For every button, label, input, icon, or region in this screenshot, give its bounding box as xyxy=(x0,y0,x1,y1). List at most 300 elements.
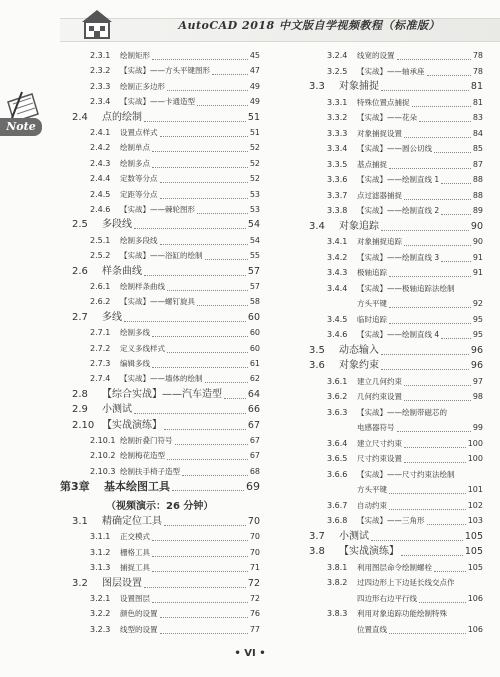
toc-leader-dots xyxy=(404,244,471,246)
toc-leader-dots xyxy=(152,570,248,572)
toc-entry xyxy=(60,371,260,387)
toc-page-number: 62 xyxy=(249,374,260,384)
toc-entry-number: 3.2.1 xyxy=(90,594,111,603)
toc-leader-dots xyxy=(167,289,248,291)
toc-entry-title: 栅格工具 xyxy=(120,547,150,557)
toc-entry xyxy=(297,467,483,483)
toc-leader-dots xyxy=(152,601,248,603)
toc-page-number: 102 xyxy=(467,500,483,510)
toc-entry xyxy=(60,606,260,622)
toc-entry-number: 2.7.1 xyxy=(90,328,111,338)
toc-entry-number: 2.10.3 xyxy=(90,466,116,476)
toc-entry-title: 对象追踪 xyxy=(339,220,379,232)
toc-entry xyxy=(60,171,260,187)
toc-entry-number: 2.8 xyxy=(72,388,88,400)
toc-entry-title: 特殊位置点捕捉 xyxy=(357,97,410,107)
toc-entry-title: 【实战】——绘制直线 2 xyxy=(357,206,440,215)
toc-page-number: 68 xyxy=(249,466,260,476)
toc-entry xyxy=(297,482,483,498)
toc-entry xyxy=(297,64,483,80)
toc-page-number: 60 xyxy=(249,343,260,353)
toc-entry-title: 【实战】——棘轮图形 xyxy=(120,205,195,214)
toc-leader-dots xyxy=(167,458,248,460)
toc-entry xyxy=(297,451,483,467)
toc-entry xyxy=(297,172,483,188)
toc-entry-number: 3.3.7 xyxy=(327,190,348,200)
toc-entry-title: 【实战演练】 xyxy=(102,419,162,431)
toc-entry-title: 【实战】——螺钉旋具 xyxy=(120,297,195,307)
toc-entry xyxy=(297,358,483,374)
toc-entry-title: 【实战】——极轴追踪法绘制 xyxy=(357,283,455,293)
toc-page-number: 52 xyxy=(249,143,260,153)
toc-entry xyxy=(297,296,483,312)
toc-leader-dots xyxy=(160,243,248,245)
toc-leader-dots xyxy=(144,586,246,588)
toc-entry xyxy=(60,325,260,341)
toc-leader-dots xyxy=(419,601,466,603)
toc-leader-dots xyxy=(397,430,471,432)
toc-page-number: 96 xyxy=(470,344,483,356)
toc-page-number: 105 xyxy=(467,562,483,572)
toc-entry xyxy=(60,140,260,156)
toc-entry xyxy=(60,622,260,638)
toc-entry-title: 【实战】——三角形 xyxy=(357,516,425,525)
toc-page-number: 85 xyxy=(472,144,483,153)
toc-entry-title: 位置直线 xyxy=(357,624,387,634)
toc-entry xyxy=(60,448,260,464)
toc-entry-title: 方头平键 xyxy=(357,299,387,308)
toc-entry-number: 2.4.5 xyxy=(90,189,111,199)
toc-entry xyxy=(297,219,483,235)
toc-page-number: 78 xyxy=(472,66,483,76)
toc-page-number: 67 xyxy=(249,436,260,445)
toc-entry-number: 3.1.3 xyxy=(90,563,111,573)
toc-entry-number: 3.8.3 xyxy=(327,609,348,618)
toc-page-number: 100 xyxy=(467,454,483,463)
toc-page-number: 88 xyxy=(472,190,483,200)
toc-leader-dots xyxy=(404,446,466,448)
toc-page-number: 67 xyxy=(249,451,260,461)
toc-entry-number: 3.6.3 xyxy=(327,407,348,417)
toc-entry-title: 利用图层命令绘制螺栓 xyxy=(357,562,432,572)
toc-entry-number: 2.9 xyxy=(72,404,88,416)
toc-chapter-entry xyxy=(60,479,260,495)
toc-page-number: 96 xyxy=(470,360,483,371)
toc-entry-number: 3.3.8 xyxy=(327,206,348,215)
toc-page-number: 105 xyxy=(464,530,483,542)
toc-page-number: 77 xyxy=(249,624,260,634)
toc-entry-title: 利用对象追踪功能绘制特殊 xyxy=(357,609,447,618)
toc-entry-number: 2.5 xyxy=(72,219,88,231)
toc-page-number: 71 xyxy=(249,563,260,573)
toc-entry-number: 2.7.2 xyxy=(90,343,111,353)
toc-page-number: 78 xyxy=(472,51,483,60)
toc-entry xyxy=(297,622,483,638)
toc-page-number: 76 xyxy=(249,609,260,619)
toc-entry-number: 3.4 xyxy=(309,220,325,232)
toc-entry xyxy=(297,157,483,173)
toc-page-number: 57 xyxy=(247,265,260,277)
toc-entry xyxy=(297,405,483,421)
toc-entry-number: 3.4.1 xyxy=(327,237,348,246)
toc-entry-number: 3.2.3 xyxy=(90,624,111,634)
toc-entry xyxy=(60,591,260,607)
toc-entry-number: 2.4 xyxy=(72,111,88,123)
toc-entry xyxy=(60,464,260,480)
toc-page-number: 49 xyxy=(249,97,260,107)
toc-entry-title: 几何约束设置 xyxy=(357,392,402,401)
toc-entry-number: 3.6.6 xyxy=(327,469,348,479)
toc-entry-title: 绘制多线 xyxy=(120,328,150,338)
toc-entry-number: 2.10.2 xyxy=(90,451,116,461)
toc-entry-title: 小测试 xyxy=(102,404,132,416)
toc-entry xyxy=(60,576,260,592)
toc-entry-title: 设置点样式 xyxy=(120,128,158,137)
toc-entry-title: 电感器符号 xyxy=(357,423,395,432)
toc-leader-dots xyxy=(134,412,246,414)
toc-entry xyxy=(297,544,483,560)
toc-leader-dots xyxy=(401,554,463,556)
toc-entry-number: 3.3.3 xyxy=(327,128,348,138)
toc-entry xyxy=(60,248,260,264)
toc-entry-title: 绘制多点 xyxy=(120,158,150,168)
toc-entry-title: 自动约束 xyxy=(357,500,387,510)
toc-leader-dots xyxy=(381,229,469,231)
toc-entry-title: 临时追踪 xyxy=(357,314,387,324)
toc-page-number: 97 xyxy=(472,376,483,386)
toc-page-number: 87 xyxy=(472,159,483,169)
toc-leader-dots xyxy=(160,181,248,183)
toc-entry-title: 对象捕捉追踪 xyxy=(357,237,402,246)
toc-leader-dots xyxy=(371,539,463,541)
toc-entry-title: 点的绘制 xyxy=(102,111,142,123)
toc-entry xyxy=(60,387,260,403)
toc-entry xyxy=(297,265,483,281)
toc-page-number: 66 xyxy=(247,404,260,416)
toc-entry xyxy=(60,63,260,79)
toc-entry xyxy=(297,327,483,343)
toc-entry-title: 绘制正多边形 xyxy=(120,81,165,91)
toc-entry xyxy=(297,188,483,204)
toc-entry xyxy=(60,341,260,357)
toc-entry-title: 多段线 xyxy=(102,219,132,231)
toc-entry-number: 3.4.2 xyxy=(327,252,348,262)
toc-page-number: 72 xyxy=(249,594,260,603)
toc-page-number: 84 xyxy=(472,128,483,138)
toc-page-number: 61 xyxy=(249,359,260,368)
toc-entry-title: 定距等分点 xyxy=(120,189,158,199)
toc-entry xyxy=(297,281,483,297)
toc-page-number: 105 xyxy=(464,546,483,557)
toc-entry xyxy=(60,279,260,295)
toc-entry xyxy=(297,560,483,576)
toc-entry-number: 3.2.4 xyxy=(327,51,348,60)
toc-entry xyxy=(297,312,483,328)
toc-leader-dots xyxy=(381,89,469,91)
toc-page-number: 67 xyxy=(247,419,260,431)
page-number: • VI • xyxy=(234,648,266,659)
toc-page-number: 100 xyxy=(467,438,483,448)
toc-entry-number: 3.6.5 xyxy=(327,454,348,463)
toc-entry-number: 2.6 xyxy=(72,265,88,277)
toc-entry-title: 【实战】——绘制直线 1 xyxy=(357,175,440,184)
toc-leader-dots xyxy=(441,260,471,262)
toc-leader-dots xyxy=(144,274,246,276)
toc-entry-title: 线宽的设置 xyxy=(357,51,395,60)
toc-leader-dots xyxy=(419,120,471,122)
toc-leader-dots xyxy=(224,397,246,399)
toc-entry-title: 对象捕捉 xyxy=(339,81,379,92)
toc-entry-number: 2.5.2 xyxy=(90,251,111,261)
toc-entry-title: 编辑多线 xyxy=(120,359,150,368)
toc-page-number: 83 xyxy=(472,113,483,122)
toc-entry-number: 3.1 xyxy=(72,516,88,527)
toc-entry-title: 【实战演练】 xyxy=(339,546,399,557)
toc-entry-title: 绘制矩形 xyxy=(120,51,150,60)
toc-page-number: 60 xyxy=(249,328,260,338)
toc-leader-dots xyxy=(389,306,471,308)
toc-leader-dots xyxy=(160,632,248,634)
toc-leader-dots xyxy=(172,489,244,491)
toc-entry xyxy=(297,79,483,95)
toc-entry-number: 2.4.4 xyxy=(90,174,111,184)
video-duration-text: （视频演示：26 分钟） xyxy=(106,500,214,512)
toc-entry-number: 2.7.3 xyxy=(90,359,111,368)
toc-entry-title: 【实战】——轴承座 xyxy=(357,66,425,76)
toc-page-number: 91 xyxy=(472,268,483,277)
toc-entry-number: 3.1.2 xyxy=(90,547,111,557)
toc-entry xyxy=(60,560,260,576)
toc-page-number: 81 xyxy=(472,97,483,107)
toc-leader-dots xyxy=(164,524,246,526)
toc-entry xyxy=(297,141,483,157)
toc-leader-dots xyxy=(404,461,466,463)
toc-entry-number: 3.6.7 xyxy=(327,500,348,510)
toc-entry-number: 3.4.4 xyxy=(327,283,348,293)
toc-entry-number: 3.2.5 xyxy=(327,66,348,76)
toc-entry-title: 基本绘图工具 xyxy=(104,480,170,494)
toc-entry xyxy=(297,95,483,111)
toc-entry xyxy=(60,514,260,530)
video-duration-note xyxy=(60,499,260,515)
toc-leader-dots xyxy=(389,167,471,169)
toc-leader-dots xyxy=(160,197,248,199)
house-logo-icon xyxy=(80,8,114,42)
toc-entry xyxy=(297,110,483,126)
toc-entry-title: 【实战】——圆公切线 xyxy=(357,144,432,153)
toc-page-number: 103 xyxy=(467,516,483,525)
toc-leader-dots xyxy=(441,182,471,184)
toc-leader-dots xyxy=(205,258,248,260)
toc-entry-title: 建立尺寸约束 xyxy=(357,438,402,448)
toc-page-number: 49 xyxy=(249,81,260,91)
toc-entry-number: 3.3.4 xyxy=(327,144,348,153)
toc-entry-title: 【实战】——卡通造型 xyxy=(120,97,195,107)
toc-entry-title: 建立几何约束 xyxy=(357,376,402,386)
toc-page-number: 58 xyxy=(249,297,260,307)
toc-page-number: 54 xyxy=(249,235,260,245)
toc-page-number: 52 xyxy=(249,174,260,184)
toc-entry-title: 绘制样条曲线 xyxy=(120,282,165,291)
toc-entry xyxy=(60,125,260,141)
toc-entry-title: 【综合实战】——汽车造型 xyxy=(102,388,222,400)
toc-leader-dots xyxy=(397,58,471,60)
toc-entry-title: 极轴追踪 xyxy=(357,268,387,277)
toc-entry-title: 绘制单点 xyxy=(120,143,150,153)
toc-entry-number: 3.6.1 xyxy=(327,376,348,386)
toc-entry-number: 3.6.4 xyxy=(327,438,348,448)
toc-entry-number: 3.8 xyxy=(309,546,325,557)
toc-entry-title: 样条曲线 xyxy=(102,265,142,277)
toc-page-number: 70 xyxy=(249,532,260,542)
toc-entry-number: 2.4.6 xyxy=(90,205,111,214)
toc-entry-title: 多线 xyxy=(102,311,122,323)
toc-page-number: 106 xyxy=(467,593,483,603)
toc-page-number: 45 xyxy=(249,51,260,60)
toc-entry-number: 2.6.2 xyxy=(90,297,111,307)
toc-entry-title: 【实战】——绘制直线 3 xyxy=(357,252,440,262)
toc-entry-title: 设置图层 xyxy=(120,594,150,603)
toc-entry-title: 绘制扶手椅子造型 xyxy=(120,466,180,476)
toc-leader-dots xyxy=(389,508,466,510)
toc-leader-dots xyxy=(404,399,471,401)
toc-entry xyxy=(297,203,483,219)
toc-entry-title: 【实战】——墙体的绘制 xyxy=(120,374,203,384)
toc-page-number: 52 xyxy=(249,158,260,168)
toc-leader-dots xyxy=(152,335,248,337)
toc-page-number: 70 xyxy=(249,547,260,557)
toc-leader-dots xyxy=(434,151,471,153)
toc-entry-number: 3.6.2 xyxy=(327,392,348,401)
toc-entry-title: 对象捕捉设置 xyxy=(357,128,402,138)
toc-page-number: 95 xyxy=(472,330,483,339)
toc-leader-dots xyxy=(160,135,248,137)
toc-entry xyxy=(60,233,260,249)
toc-entry-number: 3.2.2 xyxy=(90,609,111,619)
toc-page-number: 57 xyxy=(249,282,260,291)
toc-entry xyxy=(297,436,483,452)
toc-page-number: 53 xyxy=(249,205,260,214)
toc-entry-title: 过四边形上下边延长线交点作 xyxy=(357,578,455,587)
toc-leader-dots xyxy=(404,384,471,386)
toc-leader-dots xyxy=(412,105,471,107)
toc-entry xyxy=(60,156,260,172)
toc-entry-number: 3.1.1 xyxy=(90,532,111,542)
toc-entry xyxy=(60,264,260,280)
toc-entry xyxy=(60,310,260,326)
page-header xyxy=(0,0,500,50)
toc-leader-dots xyxy=(441,337,471,339)
toc-entry xyxy=(60,529,260,545)
toc-leader-dots xyxy=(427,74,471,76)
toc-leader-dots xyxy=(167,89,248,91)
toc-entry-number: 2.4.1 xyxy=(90,128,111,137)
toc-page-number: 91 xyxy=(472,252,483,262)
toc-leader-dots xyxy=(389,632,466,634)
toc-page-number: 81 xyxy=(470,81,483,92)
toc-entry xyxy=(60,202,260,218)
toc-entry-number: 3.5 xyxy=(309,344,325,356)
toc-entry-title: 小测试 xyxy=(339,530,369,542)
toc-entry-title: 动态输入 xyxy=(339,344,379,356)
toc-entry xyxy=(297,529,483,545)
toc-entry-title: 绘制梅花造型 xyxy=(120,451,165,461)
toc-leader-dots xyxy=(144,120,246,122)
toc-page-number: 54 xyxy=(247,219,260,231)
toc-entry xyxy=(60,418,260,434)
toc-entry xyxy=(60,545,260,561)
toc-page-number: 90 xyxy=(470,220,483,232)
toc-entry-title: 尺寸约束设置 xyxy=(357,454,402,463)
toc-entry xyxy=(60,433,260,449)
toc-page-number: 72 xyxy=(247,577,260,589)
toc-leader-dots xyxy=(152,166,248,168)
toc-entry xyxy=(297,126,483,142)
toc-entry-number: 3.8.1 xyxy=(327,562,348,572)
toc-page-number: 51 xyxy=(247,111,260,123)
toc-entry-number: 2.3.4 xyxy=(90,97,111,107)
toc-page-number: 90 xyxy=(472,237,483,246)
toc-leader-dots xyxy=(197,104,248,106)
toc-leader-dots xyxy=(134,227,246,229)
toc-entry xyxy=(60,79,260,95)
toc-leader-dots xyxy=(427,523,466,525)
toc-leader-dots xyxy=(152,539,248,541)
toc-leader-dots xyxy=(434,570,466,572)
toc-entry-number: 3.8.2 xyxy=(327,578,348,587)
toc-entry-title: 【实战】——绘制带磁芯的 xyxy=(357,407,447,417)
toc-entry xyxy=(60,110,260,126)
toc-entry-title: 绘制折叠门符号 xyxy=(120,436,173,445)
toc-leader-dots xyxy=(167,351,248,353)
toc-entry-number: 3.7 xyxy=(309,530,325,542)
toc-entry xyxy=(60,48,260,64)
toc-entry-number: 2.10 xyxy=(72,419,95,431)
toc-leader-dots xyxy=(389,322,471,324)
toc-entry xyxy=(297,513,483,529)
toc-entry-number: 3.3.1 xyxy=(327,97,348,107)
toc-entry xyxy=(297,606,483,622)
toc-entry-number: 2.3.1 xyxy=(90,51,111,60)
toc-page-number: 101 xyxy=(467,485,483,494)
book-title: AutoCAD 2018 中文版自学视频教程（标准版） xyxy=(178,19,440,32)
toc-leader-dots xyxy=(404,136,471,138)
toc-leader-dots xyxy=(381,353,469,355)
toc-entry-title: 捕捉工具 xyxy=(120,563,150,573)
toc-entry xyxy=(297,420,483,436)
toc-entry-title: 对象约束 xyxy=(339,360,379,371)
toc-entry-number: 2.3.3 xyxy=(90,81,111,91)
toc-entry-title: 方头平键 xyxy=(357,485,387,494)
toc-page-number: 53 xyxy=(249,189,260,199)
toc-entry-title: 精确定位工具 xyxy=(102,516,162,527)
toc-entry-number: 第3章 xyxy=(60,480,90,494)
toc-entry-title: 线型的设置 xyxy=(120,624,158,634)
toc-entry-number: 2.6.1 xyxy=(90,282,111,291)
toc-leader-dots xyxy=(124,320,246,322)
toc-entry xyxy=(60,356,260,372)
toc-entry xyxy=(297,234,483,250)
toc-entry-number: 3.3.2 xyxy=(327,113,348,122)
toc-entry-number: 3.3.6 xyxy=(327,175,348,184)
toc-leader-dots xyxy=(381,368,469,370)
toc-leader-dots xyxy=(389,275,471,277)
toc-entry-number: 3.3.5 xyxy=(327,159,348,169)
toc-entry-number: 2.10.1 xyxy=(90,436,116,445)
toc-entry-title: 四边形右边平行线 xyxy=(357,593,417,603)
toc-entry-title: 图层设置 xyxy=(102,577,142,589)
toc-entry-number: 3.2 xyxy=(72,577,88,589)
